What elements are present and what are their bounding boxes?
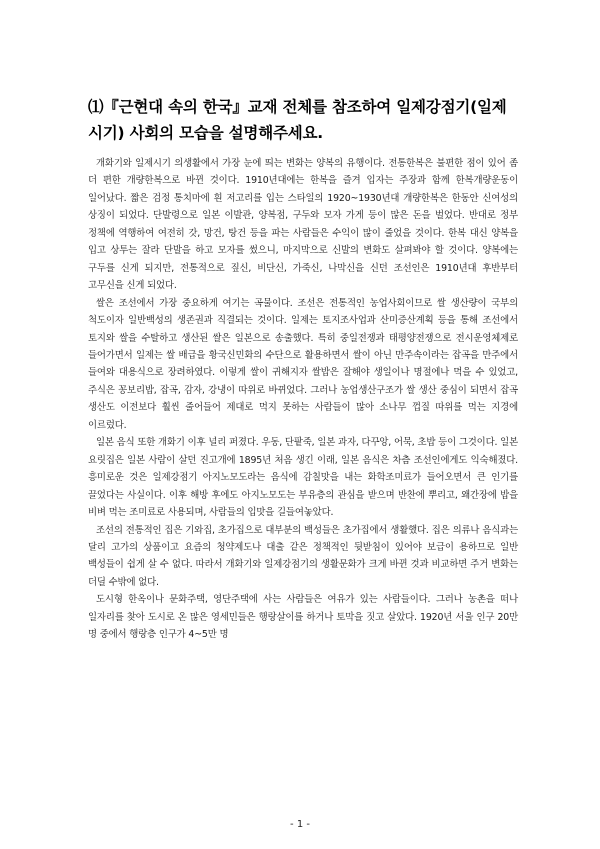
paragraph-clothing: 개화기와 일제시기 의생활에서 가장 눈에 띄는 변화는 양복의 유행이다. 전통한복은 불편한 점이 있어 좀 더 편한 개량한복으로 바뀐 것이다. 1910년대에는 한복을 즐겨 입자는 주장과 함께 한복개량운동이 일어났다. 짧은 검정 통치마에 흰 저고리를 입는 스타일의 1920~1930년대 개량한복은 한동안 신여성의 상징이 되었다. 단발령으로 일본 이발관, 양복점, 구두와 모자 가게 등이 많은 돈을 벌었다. 반대로 정부 정책에 역행하여 여전히 갓, 망건, 탕건 등을 파는 사람들은 수익이 많이 줄었을 것이다. 한복 대신 양복을 입고 상투는 잘라 단발을 하고 모자를 썼으니, 마지막으로 신발의 변화도 살펴봐야 할 것이다. 양복에는 구두를 신게 되지만, 전통적으로 짚신, 비단신, 가죽신, 나막신을 신던 조선인은 1910년대 후반부터 고무신을 신게 되었다. [88, 158, 518, 292]
paragraph-rice: 쌀은 조선에서 가장 중요하게 여기는 곡물이다. 조선은 전통적인 농업사회이므로 쌀 생산량이 국부의 척도이자 일반백성의 생존권과 직결되는 것이다. 일제는 토지조사업과 산미증산계획 등을 통해 조선에서 토지와 쌀을 수탈하고 생산된 쌀은 일본으로 송출했다. 특히 중일전쟁과 태평양전쟁으로 전시운영체제로 들어가면서 일제는 쌀 배급을 황국신민화의 수단으로 활용하면서 쌀이 아닌 만주속이라는 잡곡을 만주에서 들여와 대용식으로 장려하였다. 이렇게 쌀이 귀해지자 쌀밥은 잘해야 생일이나 명절에나 먹을 수 있었고, 주식은 꽁보리밥, 잡곡, 감자, 강냉이 따위로 바뀌었다. 그러나 농업생산구조가 쌀 생산 중심이 되면서 잡곡 생산도 이전보다 훨씬 줄어들어 제대로 먹지 못하는 사람들이 많아 소나무 껍질 따위를 먹는 지경에 이르렀다. [88, 297, 518, 431]
page-number: - 1 - [290, 819, 310, 830]
paragraph-japanese-food: 일본 음식 또한 개화기 이후 널리 퍼졌다. 우동, 단팥죽, 일본 과자, 다꾸앙, 어묵, 초밥 등이 그것이다. 일본 요릿집은 일본 사람이 살던 진고개에 1895년 처음 생긴 이래, 일본 음식은 차츰 조선인에게도 익숙해졌다. 흥미로운 것은 일제강점기 아지노모도라는 음식에 감칠맛을 내는 화학조미료가 들어오면서 큰 인기를 끌었다는 사실이다. 이후 해방 후에도 아지노모도는 부유층의 관심을 받으며 반찬에 뿌리고, 왜간장에 밥을 비벼 먹는 조미료로 사용되며, 사람들의 입맛을 길들여놓았다. [88, 437, 518, 519]
essay-body [88, 155, 518, 644]
paragraph-housing: 조선의 전통적인 집은 기와집, 초가집으로 대부분의 백성들은 초가집에서 생활했다. 집은 의류나 음식과는 달리 고가의 상품이고 요즘의 청약제도나 대출 같은 정책적인 뒷받침이 있어야 보급이 용하므로 일반 백성들이 쉽게 살 수 없다. 따라서 개화기와 일제강점기의 생활문화가 크게 바뀐 것과 비교하면 주거 변화는 더딜 수밖에 없다. [88, 524, 518, 588]
paragraph-urban-housing: 도시형 한옥이나 문화주택, 영단주택에 사는 사람들은 여유가 있는 사람들이다. 그러나 농촌을 떠나 일자리를 찾아 도시로 온 많은 영세민들은 행랑살이를 하거나 토막을 짓고 살았다. 1920년 서울 인구 20만 명 중에서 행랑층 인구가 4~5만 명 [88, 594, 518, 641]
question-title: ⑴『근현대 속의 한국』교재 전체를 참조하여 일제강점기(일제시기) 사회의 모습을 설명해주세요. [88, 98, 507, 142]
